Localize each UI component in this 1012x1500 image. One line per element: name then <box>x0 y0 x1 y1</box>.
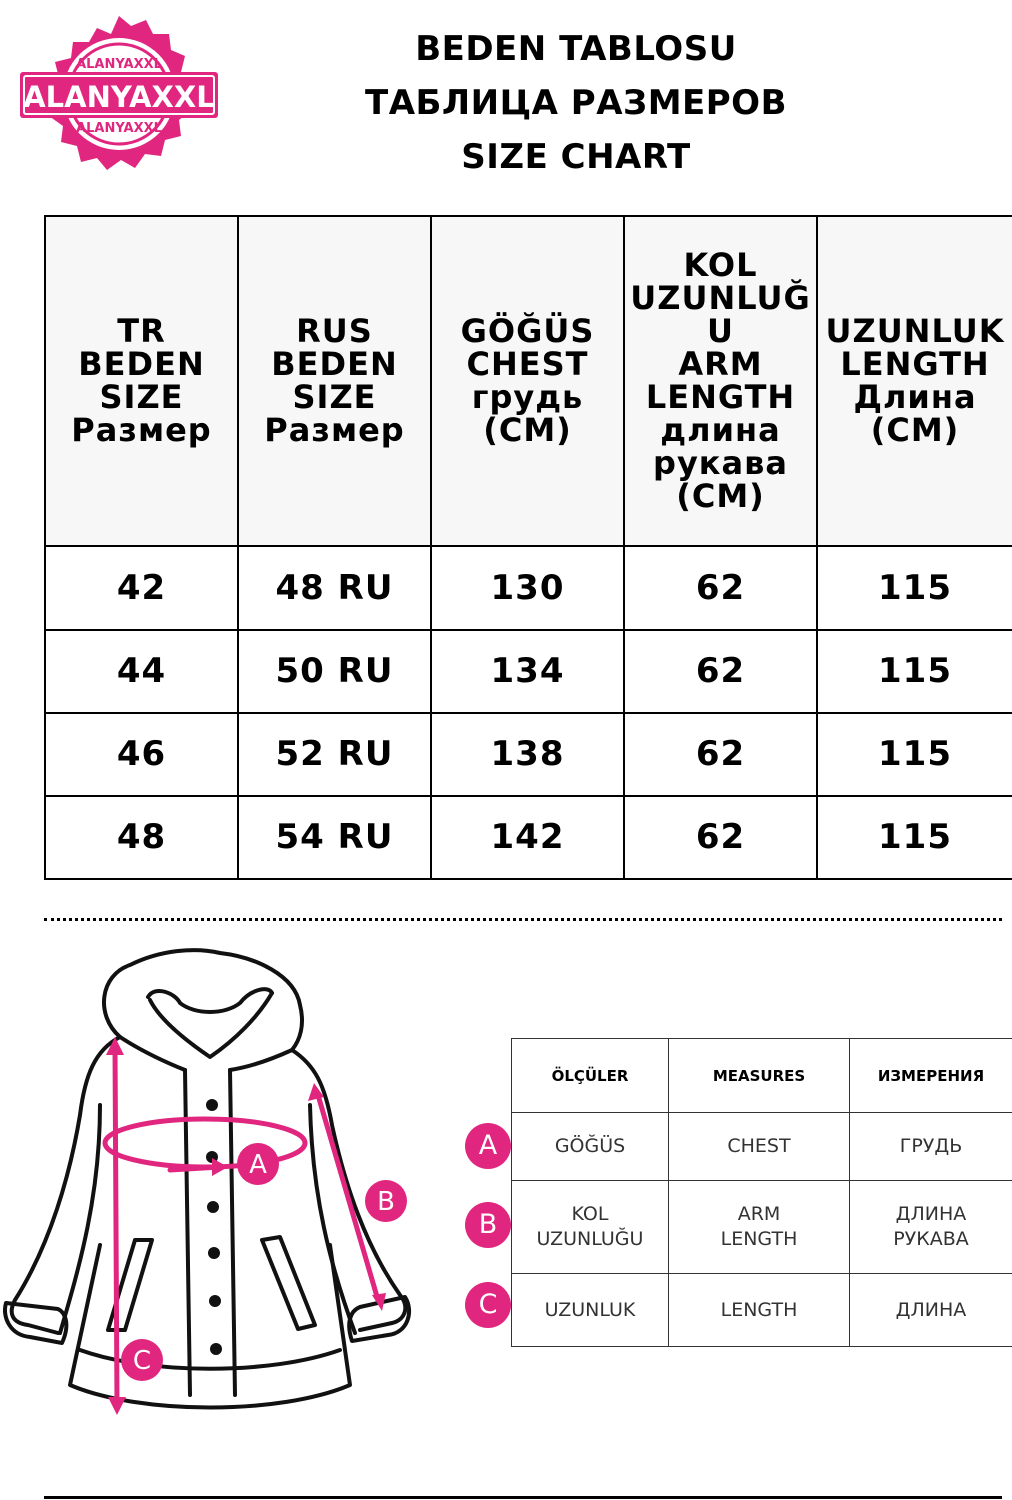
jacket-left-cuff <box>5 1303 66 1343</box>
jacket-right-pocket <box>262 1237 315 1329</box>
measures-table <box>511 1038 1012 1347</box>
cell-arm-length: 62 <box>624 546 817 629</box>
header-chest: GÖĞÜS CHEST грудь (CM) <box>431 216 624 546</box>
title-block <box>320 22 832 184</box>
cell-arm-length: 62 <box>624 796 817 879</box>
cell-ru: ДЛИНА РУКАВА <box>850 1181 1012 1274</box>
cell-length: 115 <box>817 796 1012 879</box>
stamp-ribbon-text: ALANYAXXL <box>23 80 215 114</box>
size-row <box>45 796 1012 879</box>
cell-chest: 138 <box>431 713 624 796</box>
title-ru: ТАБЛИЦА РАЗМЕРОВ <box>365 83 787 123</box>
header-measures: MEASURES <box>669 1039 850 1113</box>
cell-tr: GÖĞÜS <box>512 1113 669 1181</box>
jacket-measurement-diagram <box>0 945 420 1425</box>
jacket-buttons <box>206 1099 222 1355</box>
marker-a: A <box>465 1123 511 1169</box>
header-rus-size: RUS BEDEN SIZE Размер <box>238 216 431 546</box>
cell-ru: ГРУДЬ <box>850 1113 1012 1181</box>
measures-header-row <box>512 1039 1012 1113</box>
title-tr: BEDEN TABLOSU <box>415 29 737 69</box>
bottom-rule <box>44 1496 1002 1499</box>
header-izmereniya: ИЗМЕРЕНИЯ <box>850 1039 1012 1113</box>
cell-tr-size: 48 <box>45 796 238 879</box>
cell-chest: 134 <box>431 630 624 713</box>
cell-tr-size: 42 <box>45 546 238 629</box>
cell-en: CHEST <box>669 1113 850 1181</box>
cell-length: 115 <box>817 630 1012 713</box>
cell-length: 115 <box>817 713 1012 796</box>
size-chart-table <box>44 215 1012 880</box>
measures-row-arm <box>512 1181 1012 1274</box>
cell-rus-size: 48 RU <box>238 546 431 629</box>
header-arm-length: KOL UZUNLUĞU ARM LENGTH длина рукава (CM) <box>624 216 817 546</box>
cell-tr: KOL UZUNLUĞU <box>512 1181 669 1274</box>
header-length: UZUNLUK LENGTH Длина (CM) <box>817 216 1012 546</box>
header-olculer: ÖLÇÜLER <box>512 1039 669 1113</box>
marker-c: C <box>465 1282 511 1328</box>
measures-row-chest <box>512 1113 1012 1181</box>
cell-en: LENGTH <box>669 1274 850 1347</box>
cell-tr-size: 46 <box>45 713 238 796</box>
size-table-header-row <box>45 216 1012 546</box>
title-en: SIZE CHART <box>461 137 691 177</box>
dotted-divider <box>44 918 1002 921</box>
jacket-body <box>12 1037 120 1333</box>
cell-tr-size: 44 <box>45 630 238 713</box>
cell-rus-size: 52 RU <box>238 713 431 796</box>
diagram-label-b: B <box>377 1187 395 1217</box>
cell-tr: UZUNLUK <box>512 1274 669 1347</box>
cell-arm-length: 62 <box>624 713 817 796</box>
measures-row-length <box>512 1274 1012 1347</box>
cell-chest: 142 <box>431 796 624 879</box>
stamp-bottom-text: ALANYAXXL <box>76 121 162 136</box>
stamp-top-text: ALANYAXXL <box>76 57 162 72</box>
marker-b: B <box>465 1202 511 1248</box>
brand-logo-stamp <box>14 10 224 185</box>
cell-ru: ДЛИНА <box>850 1274 1012 1347</box>
size-row <box>45 546 1012 629</box>
cell-rus-size: 50 RU <box>238 630 431 713</box>
header-tr-size: TR BEDEN SIZE Размер <box>45 216 238 546</box>
cell-chest: 130 <box>431 546 624 629</box>
cell-arm-length: 62 <box>624 630 817 713</box>
size-row <box>45 713 1012 796</box>
diagram-label-c: C <box>132 1346 152 1376</box>
jacket-hood <box>104 950 302 1050</box>
length-measure-line <box>115 1047 117 1405</box>
diagram-label-a: A <box>249 1150 267 1180</box>
cell-rus-size: 54 RU <box>238 796 431 879</box>
size-row <box>45 630 1012 713</box>
cell-length: 115 <box>817 546 1012 629</box>
cell-en: ARM LENGTH <box>669 1181 850 1274</box>
